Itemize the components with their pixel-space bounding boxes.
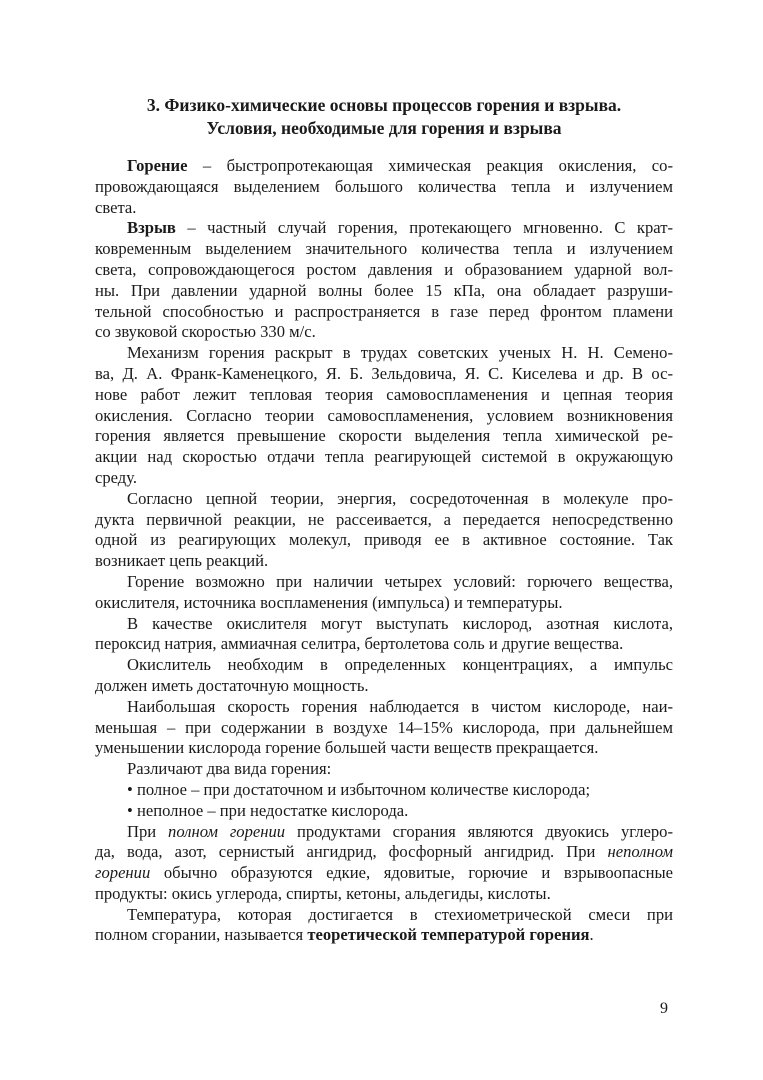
text-segment: – частный случай горения, протекающего мгновенно. С крат- [175, 218, 673, 238]
text-segment: возникает цепь реакций. [95, 551, 269, 571]
text-segment: одной из реагирующих молекул, приводя ее в активное состояние. Так [95, 530, 673, 550]
text-segment: Горение возможно при наличии четырех условий: горючего вещества, [127, 571, 673, 591]
text-segment: • неполное – при недостатке кислорода. [127, 800, 409, 820]
text-line [95, 634, 673, 655]
page-number: 9 [660, 1000, 668, 1017]
body-text [95, 156, 673, 946]
text-line [95, 738, 673, 759]
heading-line-1: 3. Физико-химические основы процессов горения и взрыва. [146, 95, 622, 115]
text-line [95, 510, 673, 531]
text-line [95, 281, 673, 302]
text-line [95, 842, 673, 863]
text-line [95, 322, 673, 343]
text-line [95, 925, 673, 946]
heading-line-2: Условия, необходимые для горения и взрыва [206, 118, 562, 138]
text-line [95, 447, 673, 468]
text-line [95, 468, 673, 489]
text-segment: ва, Д. А. Франк-Каменецкого, Я. Б. Зельдовича, Я. С. Киселева и др. В ос- [95, 363, 673, 383]
text-segment: нове работ лежит тепловая теория самовоспламенения и цепная теория [95, 384, 673, 404]
italic-term: неполном [607, 842, 673, 862]
text-segment: тельной способностью и распространяется в газе перед фронтом пламени [95, 301, 673, 321]
bold-term: Горение [127, 156, 188, 175]
paragraph [95, 156, 673, 218]
text-segment: Наибольшая скорость горения наблюдается в чистом кислороде, наи- [127, 696, 673, 716]
text-line [95, 489, 673, 510]
paragraph [95, 697, 673, 759]
text-line [95, 406, 673, 427]
text-segment: уменьшении кислорода горение большей части веществ прекращается. [95, 738, 599, 758]
text-segment: – быстропротекающая химическая реакция окисления, со- [187, 156, 673, 175]
text-line [95, 801, 673, 822]
paragraph [95, 655, 673, 697]
italic-term: полном горении [168, 821, 286, 841]
text-line [95, 697, 673, 718]
text-line [95, 759, 673, 780]
text-line [95, 551, 673, 572]
text-segment: ковременным выделением значительного количества тепла и излучением [95, 239, 673, 259]
text-segment: света, сопровождающегося ростом давления и образованием ударной вол- [95, 259, 673, 279]
paragraph [95, 801, 673, 822]
italic-term: горении [95, 863, 151, 883]
text-line [95, 863, 673, 884]
bold-term: Взрыв [127, 218, 176, 238]
paragraph [95, 822, 673, 905]
text-segment: В качестве окислителя могут выступать кислород, азотная кислота, [127, 613, 673, 633]
text-segment: среду. [95, 467, 138, 487]
paragraph [95, 489, 673, 572]
text-line [95, 530, 673, 551]
paragraph [95, 572, 673, 614]
text-line [95, 343, 673, 364]
text-segment: Температура, которая достигается в стехиометрической смеси при [127, 904, 673, 924]
text-segment: полном сгорании, называется [95, 925, 308, 945]
text-line [95, 260, 673, 281]
text-segment: Согласно цепной теории, энергия, сосредоточенная в молекуле про- [127, 488, 673, 508]
paragraph [95, 759, 673, 780]
text-line [95, 822, 673, 843]
paragraph [95, 780, 673, 801]
bold-term: теоретической температурой горения [307, 925, 590, 945]
text-segment: окислителя, источника воспламенения (импульса) и температуры. [95, 592, 563, 612]
text-segment: акции над скоростью отдачи тепла реагирующей системой в окружающую [95, 447, 673, 467]
text-segment: горения является превышение скорости выделения тепла химической ре- [95, 426, 673, 446]
text-line [95, 905, 673, 926]
text-segment: окисления. Согласно теории самовоспламенения, условием возникновения [95, 405, 673, 425]
text-segment: Окислитель необходим в определенных концентрациях, а импульс [127, 655, 673, 675]
text-segment: пероксид натрия, аммиачная селитра, бертолетова соль и другие вещества. [95, 634, 624, 654]
text-line [95, 780, 673, 801]
text-line [95, 593, 673, 614]
text-line [95, 156, 673, 177]
text-segment: продуктами сгорания являются двуокись углеро- [285, 821, 673, 841]
text-line [95, 385, 673, 406]
text-segment: света. [95, 197, 137, 217]
text-segment: ны. При давлении ударной волны более 15 кПа, она обладает разруши- [95, 280, 673, 300]
text-segment: Механизм горения раскрыт в трудах советских ученых Н. Н. Семено- [127, 343, 673, 363]
text-line [95, 302, 673, 323]
text-line [95, 426, 673, 447]
text-line [95, 572, 673, 593]
text-segment: дукта первичной реакции, не рассеивается, а передается непосредственно [95, 509, 673, 529]
text-line [95, 364, 673, 385]
text-segment: провождающаяся выделением большого количества тепла и излучением [95, 176, 673, 196]
text-line [95, 239, 673, 260]
text-segment: да, вода, азот, сернистый ангидрид, фосфорный ангидрид. При [95, 842, 608, 862]
paragraph [95, 343, 673, 489]
text-line [95, 676, 673, 697]
text-line [95, 218, 673, 239]
text-segment: Различают два вида горения: [127, 759, 332, 779]
text-line [95, 884, 673, 905]
text-segment: должен иметь достаточную мощность. [95, 675, 369, 695]
section-heading [95, 94, 673, 140]
text-segment: со звуковой скоростью 330 м/с. [95, 322, 316, 342]
text-line [95, 655, 673, 676]
text-segment: меньшая – при содержании в воздухе 14–15% кислорода, при дальнейшем [95, 717, 673, 737]
text-segment: • полное – при достаточном и избыточном количестве кислорода; [127, 779, 591, 799]
paragraph [95, 905, 673, 947]
text-segment: продукты: окись углерода, спирты, кетоны, альдегиды, кислоты. [95, 883, 551, 903]
paragraph [95, 218, 673, 343]
text-line [95, 614, 673, 635]
text-segment: обычно образуются едкие, ядовитые, горючие и взрывоопасные [150, 863, 673, 883]
text-line [95, 198, 673, 219]
paragraph [95, 614, 673, 656]
text-segment: При [127, 821, 169, 841]
text-line [95, 718, 673, 739]
text-line [95, 177, 673, 198]
text-segment: . [589, 925, 594, 945]
